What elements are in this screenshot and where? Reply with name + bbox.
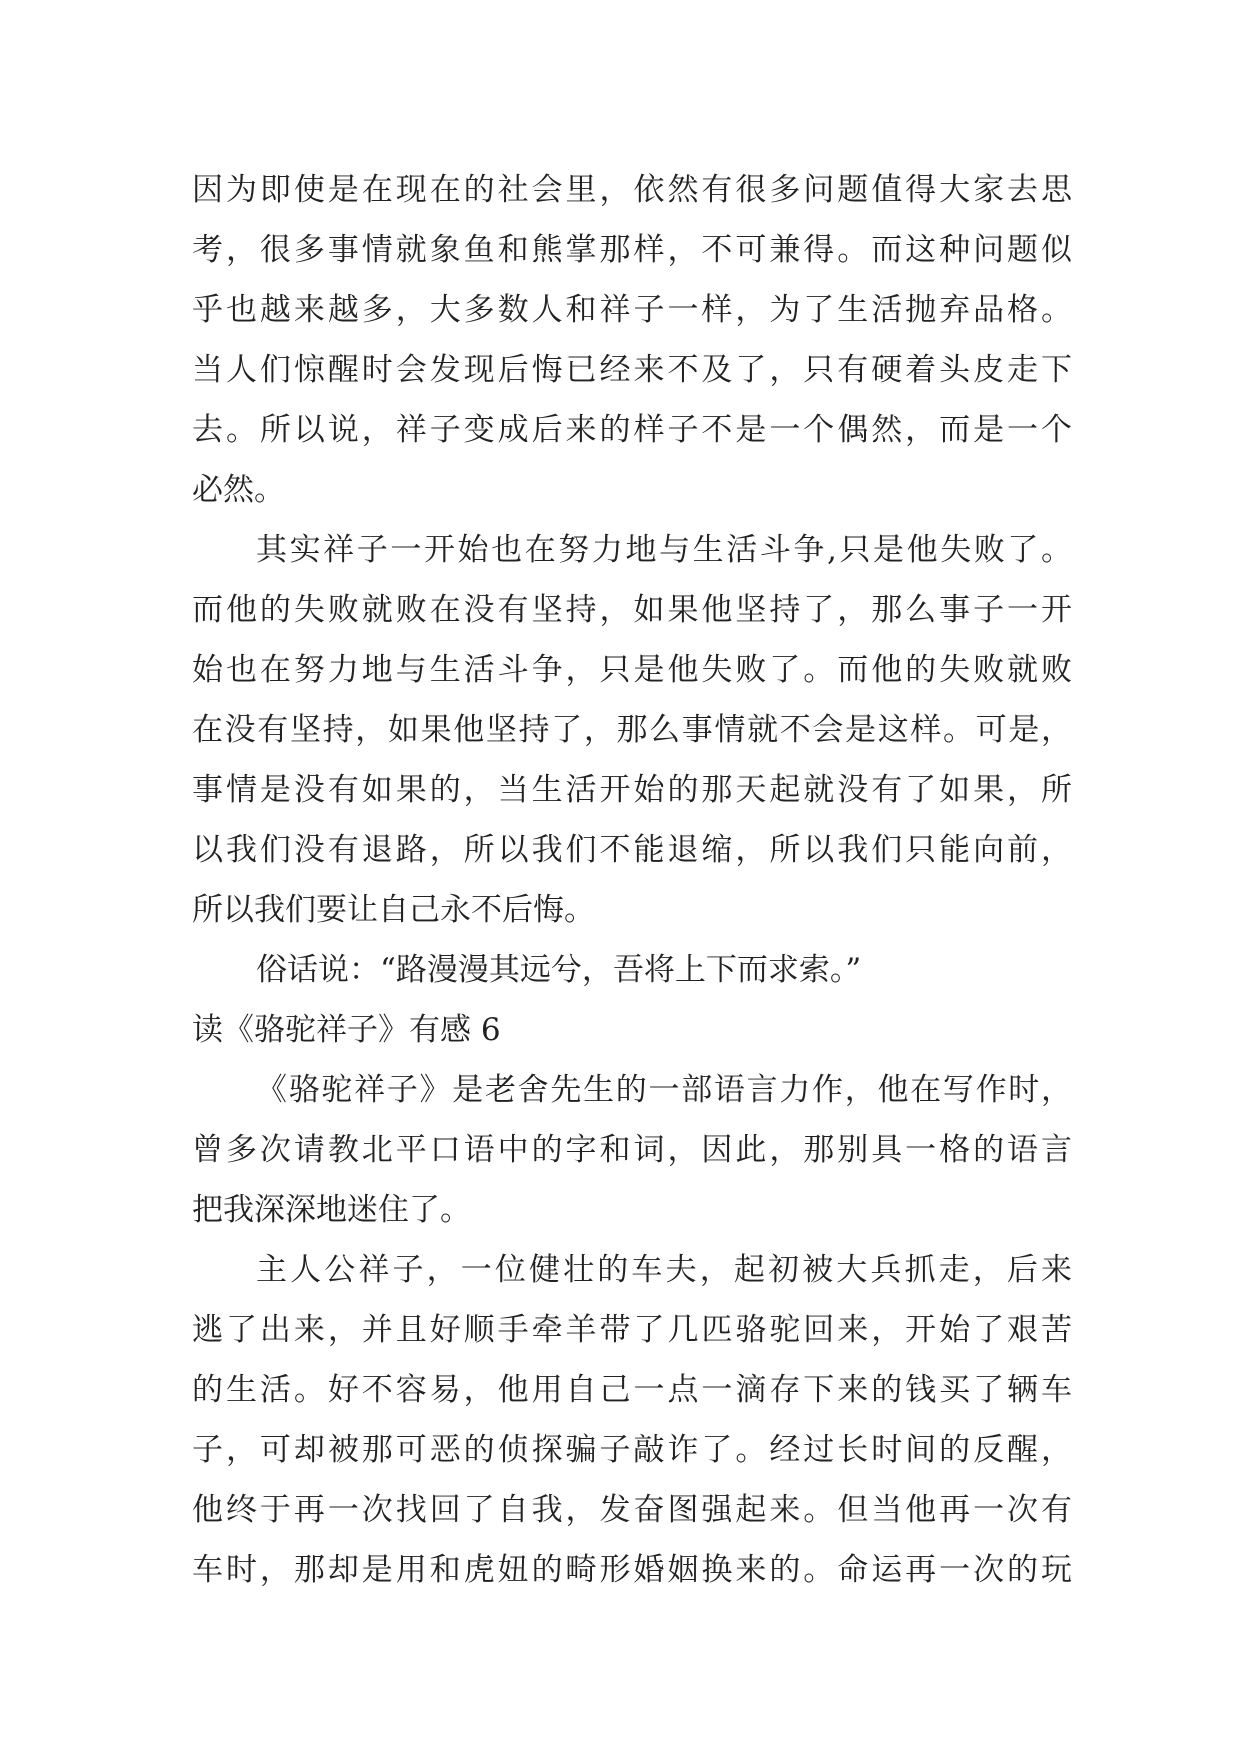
text-line: 考，很多事情就象鱼和熊掌那样，不可兼得。而这种问题似 bbox=[192, 232, 1072, 268]
text-line: 的生活。好不容易，他用自己一点一滴存下来的钱买了辆车 bbox=[192, 1372, 1072, 1408]
text-line: 所以我们要让自己永不后悔。 bbox=[192, 892, 595, 928]
text-line: 当人们惊醒时会发现后悔已经来不及了，只有硬着头皮走下 bbox=[192, 352, 1072, 388]
text-line: 曾多次请教北平口语中的字和词，因此，那别具一格的语言 bbox=[192, 1132, 1072, 1168]
paragraph-start-line: 其实祥子一开始也在努力地与生活斗争,只是他失败了。 bbox=[256, 532, 1072, 568]
text-line: 始也在努力地与生活斗争，只是他失败了。而他的失败就败 bbox=[192, 652, 1072, 688]
quote-line: 俗话说：“路漫漫其远兮，吾将上下而求索。” bbox=[256, 952, 862, 988]
text-line: 事情是没有如果的，当生活开始的那天起就没有了如果，所 bbox=[192, 772, 1072, 808]
body-text bbox=[192, 160, 1072, 1600]
paragraph-start-line: 主人公祥子，一位健壮的车夫，起初被大兵抓走，后来 bbox=[256, 1252, 1072, 1288]
text-line: 车时，那却是用和虎妞的畸形婚姻换来的。命运再一次的玩 bbox=[192, 1552, 1072, 1588]
text-line: 在没有坚持，如果他坚持了，那么事情就不会是这样。可是， bbox=[192, 712, 1072, 748]
text-line: 去。所以说，祥子变成后来的样子不是一个偶然，而是一个 bbox=[192, 412, 1072, 448]
paragraph-start-line: 《骆驼祥子》是老舍先生的一部语言力作，他在写作时， bbox=[256, 1072, 1072, 1108]
text-line: 乎也越来越多，大多数人和祥子一样，为了生活抛弃品格。 bbox=[192, 292, 1072, 328]
text-line: 而他的失败就败在没有坚持，如果他坚持了，那么事子一开 bbox=[192, 592, 1072, 628]
text-line: 因为即使是在现在的社会里，依然有很多问题值得大家去思 bbox=[192, 172, 1072, 208]
text-line: 他终于再一次找回了自我，发奋图强起来。但当他再一次有 bbox=[192, 1492, 1072, 1528]
text-line: 把我深深地迷住了。 bbox=[192, 1192, 471, 1228]
text-line: 以我们没有退路，所以我们不能退缩，所以我们只能向前， bbox=[192, 832, 1072, 868]
text-line: 子，可却被那可恶的侦探骗子敲诈了。经过长时间的反醒， bbox=[192, 1432, 1072, 1468]
text-line: 必然。 bbox=[192, 472, 285, 508]
text-line: 逃了出来，并且好顺手牵羊带了几匹骆驼回来，开始了艰苦 bbox=[192, 1312, 1072, 1348]
section-heading: 读《骆驼祥子》有感 6 bbox=[192, 1012, 501, 1048]
